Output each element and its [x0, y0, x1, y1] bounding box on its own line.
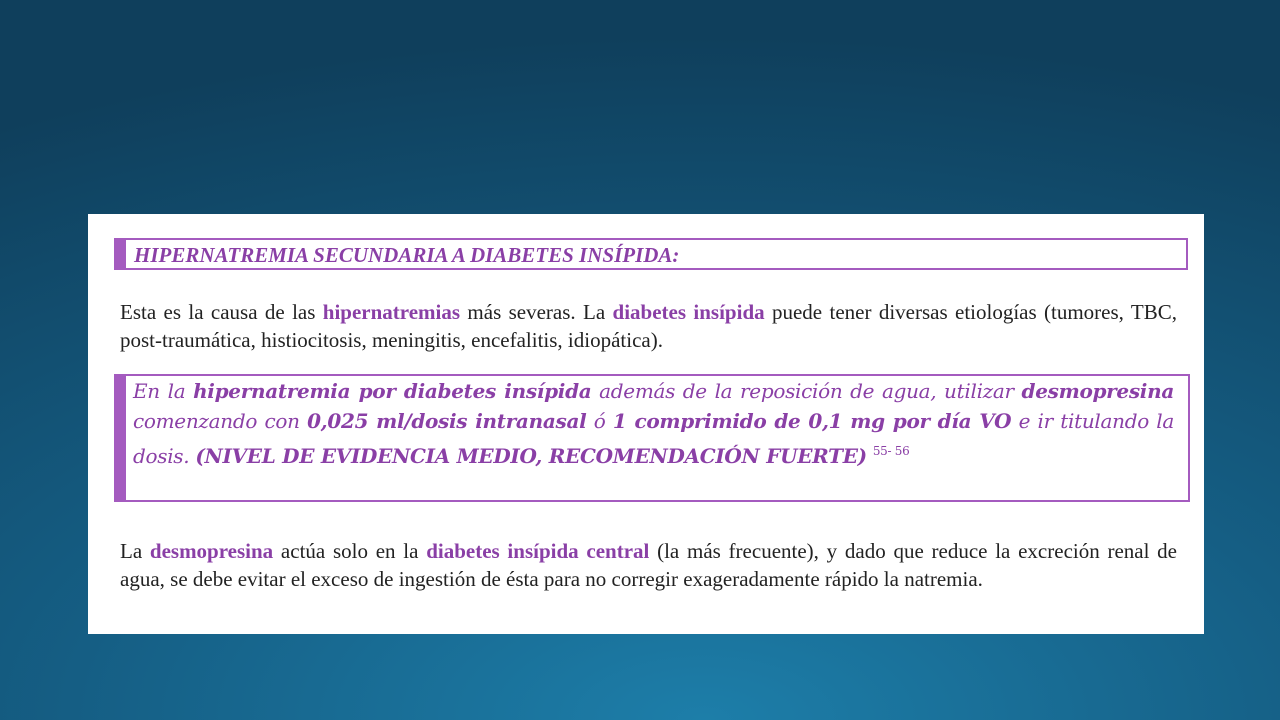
rec-text-1: En la [133, 379, 194, 403]
para2-text-3: (la más frecuente), y dado que reduce la excreción renal de agua, se debe evitar el exceso de ingestión de ésta para no corregir exageradamente rápido la natremia. [120, 539, 1177, 591]
para2-text-2: actúa solo en la [273, 539, 427, 563]
rec-bold-dose-intranasal: 0,025 ml/dosis intranasal [307, 409, 587, 433]
rec-text-2: además de la reposición de agua, utilizar [591, 379, 1022, 403]
rec-bold-desmopresina: desmopresina [1021, 379, 1174, 403]
rec-text-4: ó [586, 409, 613, 433]
intro-highlight-diabetes-insipida: diabetes insípida [612, 300, 765, 324]
rec-bold-evidence-level: (NIVEL DE EVIDENCIA MEDIO, RECOMENDACIÓN FUERTE) [195, 444, 867, 468]
rec-bold-hipernatremia: hipernatremia por diabetes insípida [193, 379, 592, 403]
document-excerpt [88, 214, 1204, 634]
rec-text-3: comenzando con [133, 409, 308, 433]
intro-highlight-hipernatremias: hipernatremias [322, 300, 461, 324]
intro-paragraph [120, 298, 1177, 354]
desmopresina-paragraph [120, 537, 1177, 593]
recommendation-box [114, 374, 1190, 502]
section-heading-box [114, 238, 1188, 270]
para2-highlight-desmopresina: desmopresina [149, 539, 274, 563]
intro-text-2: más severas. La [460, 300, 613, 324]
rec-bold-dose-oral: 1 comprimido de 0,1 mg por día VO [612, 409, 1012, 433]
intro-text-1: Esta es la causa de las [120, 300, 323, 324]
recommendation-text [133, 376, 1174, 471]
rec-text-5: e ir titulando la dosis. [133, 409, 1175, 468]
reference-superscript: 55- 56 [872, 444, 910, 458]
section-heading: HIPERNATREMIA SECUNDARIA A DIABETES INSÍPIDA: [134, 243, 680, 267]
para2-text-1: La [120, 539, 150, 563]
intro-text-3: puede tener diversas etiologías (tumores, TBC, post-traumática, histiocitosis, meningitis, encefalitis, idiopática). [120, 300, 1177, 352]
para2-highlight-diabetes-central: diabetes insípida central [426, 539, 650, 563]
